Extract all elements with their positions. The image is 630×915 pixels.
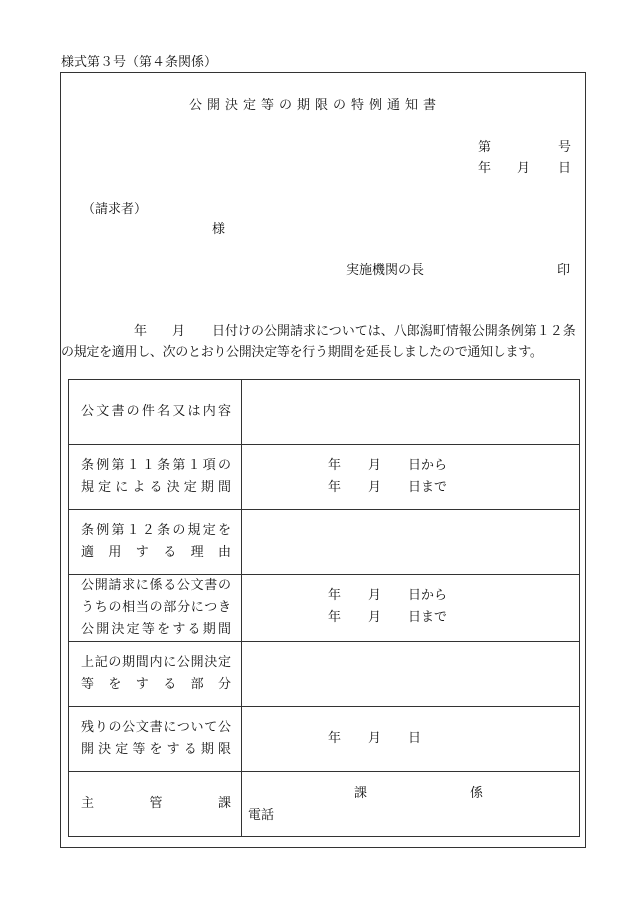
issuer-label: 実施機関の長 (346, 263, 425, 278)
number-go: 号 (558, 140, 572, 155)
label-cell (69, 445, 242, 510)
row-label: 残りの公文書について公 (81, 720, 231, 735)
label-cell (69, 772, 242, 837)
issuer-seal: 印 (557, 263, 571, 278)
table-row (69, 380, 580, 445)
date-year: 年 (478, 161, 492, 176)
row-label: 公文書の件名又は内容 (81, 404, 231, 419)
requester-label: （請求者） (82, 202, 148, 217)
document-title: 公開決定等の期限の特例通知書 (188, 98, 441, 113)
value-cell[interactable]: 年 月 日から 年 月 日まで (242, 445, 580, 510)
table-row (69, 707, 580, 772)
row-label: 公開決定等をする期間 (81, 622, 231, 637)
label-cell (69, 380, 242, 445)
value-cell[interactable] (242, 380, 580, 445)
date-day: 日 (558, 161, 572, 176)
section-kakari: 係 (470, 786, 484, 801)
body-line2: の規定を適用し、次のとおり公開決定等を行う期間を延長しましたので通知します。 (61, 345, 543, 360)
value-cell[interactable] (242, 510, 580, 575)
row-label: 規定による決定期間 (81, 480, 231, 495)
body-line1: 日付けの公開請求については、八郎潟町情報公開条例第１２条 (212, 324, 576, 339)
telephone-label: 電話 (248, 808, 275, 823)
table-row (69, 445, 580, 510)
table-row (69, 575, 580, 642)
label-cell (69, 575, 242, 642)
label-cell (69, 707, 242, 772)
table-row (69, 510, 580, 575)
row-label: 開決定等をする期限 (81, 742, 231, 757)
section-ka: 課 (354, 786, 368, 801)
row-label: 適用する理由 (81, 545, 231, 560)
row-label: 条例第１２条の規定を (81, 523, 231, 538)
label-cell (69, 510, 242, 575)
body-month: 月 (172, 324, 186, 339)
value-cell[interactable]: 年 月 日 (242, 707, 580, 772)
row-label: 主管課 (81, 796, 231, 811)
form-label: 様式第３号（第４条関係） (61, 55, 218, 70)
label-cell (69, 642, 242, 707)
row-label: うちの相当の部分につき (81, 600, 231, 615)
table-row (69, 642, 580, 707)
notice-table (68, 379, 580, 837)
value-cell[interactable] (242, 642, 580, 707)
date-month: 月 (517, 161, 531, 176)
value-cell[interactable]: 年 月 日から 年 月 日まで (242, 575, 580, 642)
requester-sama: 様 (212, 222, 226, 237)
table-row (69, 772, 580, 837)
number-dai: 第 (478, 140, 492, 155)
row-label: 公開請求に係る公文書の (81, 578, 231, 593)
body-year: 年 (134, 324, 148, 339)
row-label: 条例第１１条第１項の (81, 458, 231, 473)
row-label: 上記の期間内に公開決定 (81, 655, 231, 670)
row-label: 等をする部分 (81, 677, 231, 692)
value-cell[interactable] (242, 772, 580, 837)
